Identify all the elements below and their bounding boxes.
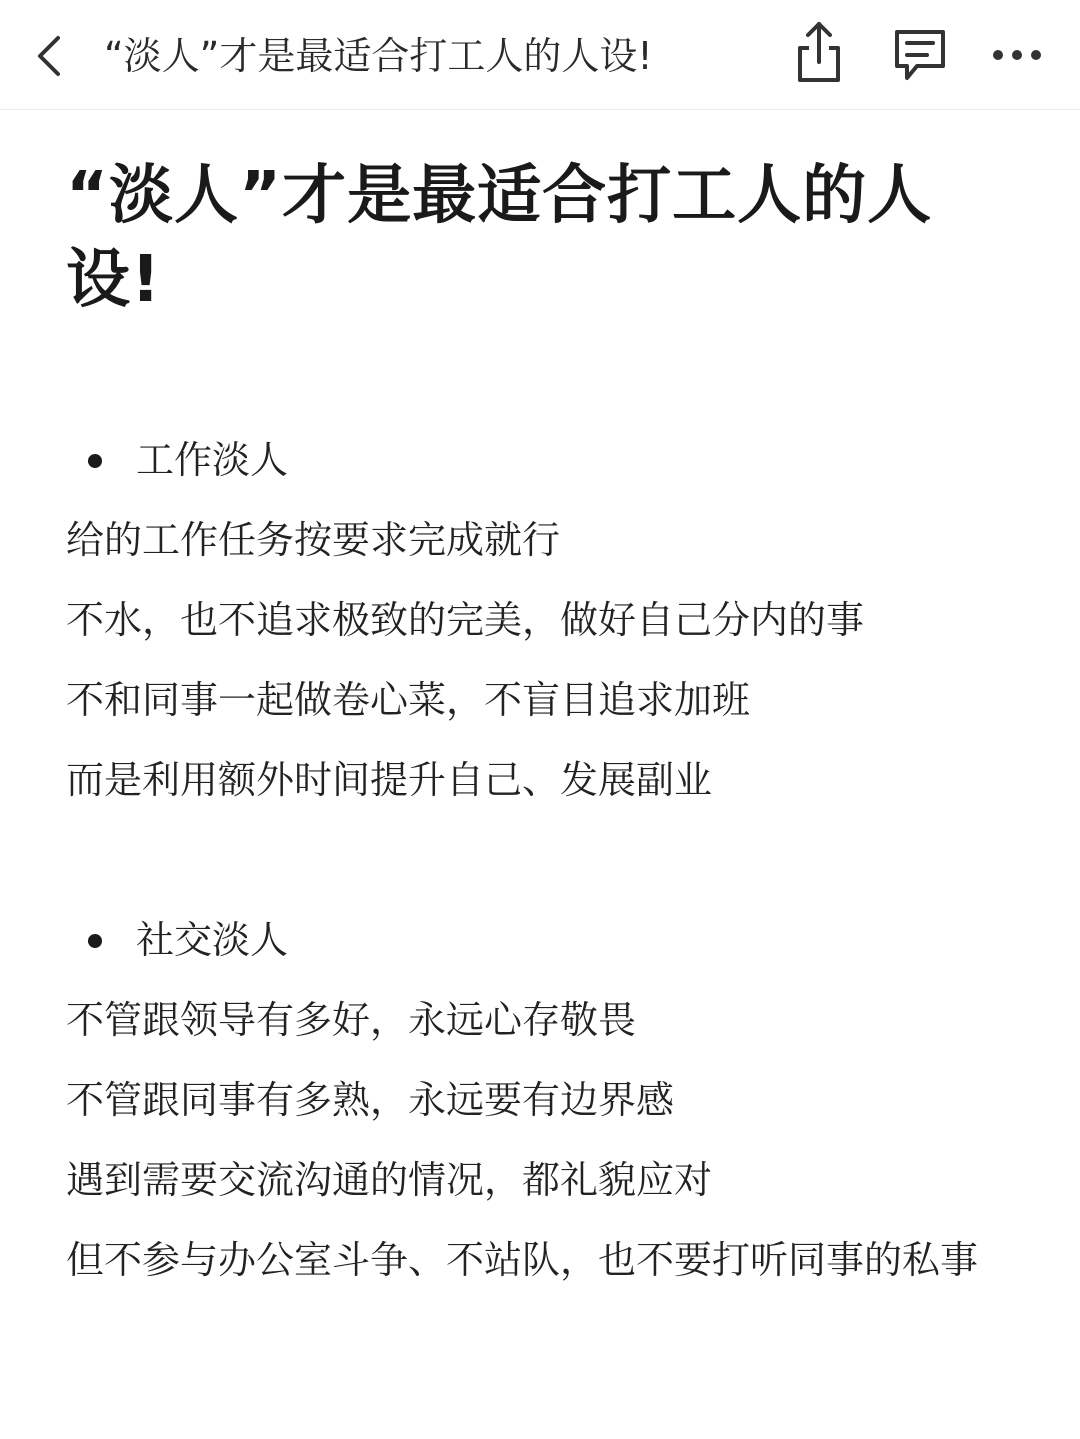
section-heading-label: 工作淡人 [136, 438, 289, 482]
section-heading-label: 社交淡人 [136, 918, 289, 962]
comment-icon [887, 20, 953, 86]
back-button[interactable] [28, 30, 72, 82]
paragraph-line: 不管跟同事有多熟，永远要有边界感 [66, 1078, 675, 1122]
paragraph-line: 给的工作任务按要求完成就行 [66, 518, 561, 562]
article-headline: “淡人”才是最适合打工人的人设! [66, 159, 933, 317]
chevron-left-icon [28, 30, 72, 82]
bullet-dot [88, 454, 102, 468]
paragraph-line: 但不参与办公室斗争、不站队，也不要打听同事的私事 [66, 1238, 979, 1282]
paragraph-line: 而是利用额外时间提升自己、发展副业 [66, 758, 713, 802]
bullet-dot [88, 934, 102, 948]
nav-title: “淡人”才是最适合打工人的人设! [104, 34, 653, 78]
share-button[interactable] [790, 20, 848, 86]
more-icon [988, 20, 1046, 86]
top-navigation-bar [0, 0, 1080, 110]
paragraph-line: 不水，也不追求极致的完美，做好自己分内的事 [66, 598, 865, 642]
comment-button[interactable] [887, 20, 953, 86]
share-icon [790, 20, 848, 86]
paragraph-line: 不管跟领导有多好，永远心存敬畏 [66, 998, 637, 1042]
more-options-button[interactable] [988, 20, 1046, 86]
paragraph-line: 遇到需要交流沟通的情况，都礼貌应对 [66, 1158, 713, 1202]
paragraph-line: 不和同事一起做卷心菜，不盲目追求加班 [66, 678, 751, 722]
